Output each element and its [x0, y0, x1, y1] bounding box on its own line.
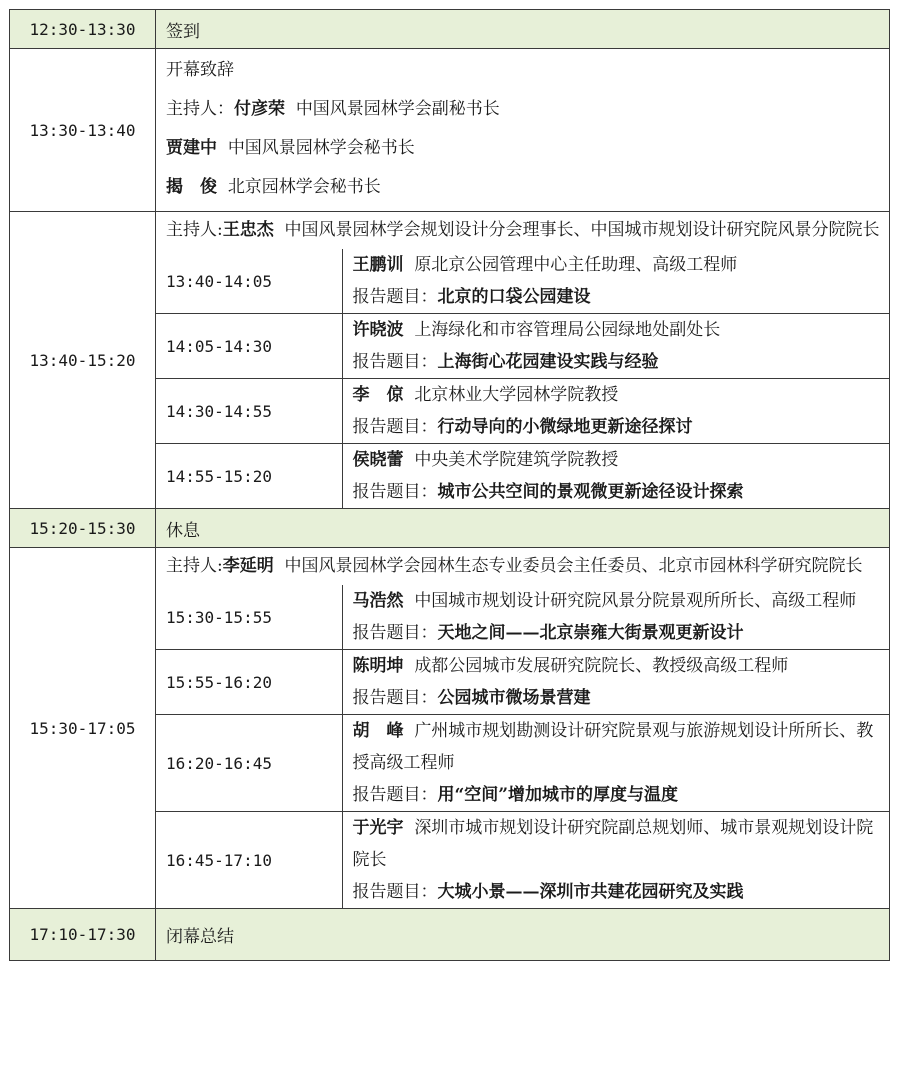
talk-row — [156, 379, 890, 444]
talk-row — [156, 585, 890, 650]
session1-host — [156, 212, 889, 249]
talk-desc — [342, 314, 890, 379]
talk-speaker-title: 北京林业大学园林学院教授 — [414, 385, 619, 405]
talk-desc — [342, 585, 890, 650]
talk-speaker-name: 王鹏训 — [352, 255, 404, 275]
talk-topic-text: 北京的口袋公园建设 — [437, 287, 591, 307]
talk-topic — [343, 682, 891, 714]
closing-time: 17:10-17:30 — [10, 909, 156, 961]
break-label: 休息 — [156, 509, 890, 548]
talk-topic-text: 大城小景——深圳市共建花园研究及实践 — [437, 882, 744, 902]
session1-host-title: 中国风景园林学会规划设计分会理事长、中国城市规划设计研究院风景分院院长 — [284, 220, 880, 240]
talk-time: 14:05-14:30 — [156, 314, 342, 379]
talk-desc — [342, 650, 890, 715]
talk-row — [156, 249, 890, 314]
talk-desc — [342, 715, 890, 812]
break-row — [10, 509, 890, 548]
session1-host-prefix: 主持人: — [166, 220, 223, 240]
talk-time: 15:55-16:20 — [156, 650, 342, 715]
talk-topic-prefix: 报告题目： — [352, 352, 438, 372]
talk-speaker-title: 中央美术学院建筑学院教授 — [414, 450, 619, 470]
talk-topic — [343, 617, 891, 649]
talk-time: 16:20-16:45 — [156, 715, 342, 812]
talk-speaker-name: 李 倞 — [352, 385, 404, 405]
talk-desc — [342, 249, 890, 314]
talk-topic-prefix: 报告题目： — [352, 882, 438, 902]
talk-topic-text: 天地之间——北京崇雍大街景观更新设计 — [437, 623, 744, 643]
opening-title: 开幕致辞 — [166, 60, 234, 80]
talk-speaker — [343, 650, 891, 682]
talk-speaker-title: 原北京公园管理中心主任助理、高级工程师 — [414, 255, 738, 275]
session2-time: 15:30-17:05 — [10, 548, 156, 909]
talk-speaker — [343, 812, 891, 876]
opening-host — [156, 90, 889, 129]
session2-host-title: 中国风景园林学会园林生态专业委员会主任委员、北京市园林科学研究院院长 — [284, 556, 863, 576]
opening-cell — [156, 49, 890, 212]
session2-host-prefix: 主持人: — [166, 556, 223, 576]
talk-time: 14:30-14:55 — [156, 379, 342, 444]
checkin-row — [10, 10, 890, 49]
talk-topic — [343, 411, 891, 443]
talk-topic — [343, 876, 891, 908]
talk-speaker — [343, 249, 891, 281]
talk-topic-prefix: 报告题目： — [352, 287, 438, 307]
talk-speaker — [343, 314, 891, 346]
talk-speaker-title: 广州城市规划勘测设计研究院景观与旅游规划设计所所长、教授高级工程师 — [352, 721, 874, 773]
talk-speaker-title: 上海绿化和市容管理局公园绿地处副处长 — [414, 320, 721, 340]
closing-label: 闭幕总结 — [156, 909, 890, 961]
opening-speaker — [156, 168, 889, 207]
talk-speaker-name: 侯晓蕾 — [352, 450, 404, 470]
talk-speaker-title: 深圳市城市规划设计研究院副总规划师、城市景观规划设计院院长 — [352, 818, 874, 870]
talk-topic-prefix: 报告题目： — [352, 785, 438, 805]
opening-host-name: 付彦荣 — [234, 99, 285, 119]
talk-row — [156, 314, 890, 379]
talk-topic-text: 用“空间”增加城市的厚度与温度 — [437, 785, 679, 805]
opening-speaker-title: 北京园林学会秘书长 — [227, 177, 381, 197]
talk-topic — [343, 476, 891, 508]
session2-cell — [156, 548, 890, 909]
talk-speaker — [343, 715, 891, 779]
opening-row — [10, 49, 890, 212]
session1-row — [10, 212, 890, 509]
talk-time: 13:40-14:05 — [156, 249, 342, 314]
talk-speaker-name: 胡 峰 — [352, 721, 404, 741]
talk-speaker-name: 马浩然 — [352, 591, 404, 611]
talk-topic-prefix: 报告题目： — [352, 688, 438, 708]
talk-speaker — [343, 379, 891, 411]
talk-time: 14:55-15:20 — [156, 444, 342, 509]
opening-time: 13:30-13:40 — [10, 49, 156, 212]
talk-desc — [342, 812, 890, 909]
talk-time: 15:30-15:55 — [156, 585, 342, 650]
talk-topic-text: 上海街心花园建设实践与经验 — [437, 352, 659, 372]
talk-row — [156, 444, 890, 509]
session1-time: 13:40-15:20 — [10, 212, 156, 509]
talk-speaker — [343, 444, 891, 476]
talk-topic — [343, 346, 891, 378]
talk-topic-prefix: 报告题目： — [352, 482, 438, 502]
talk-row — [156, 650, 890, 715]
opening-speaker-name: 贾建中 — [166, 138, 217, 158]
talk-topic-prefix: 报告题目： — [352, 417, 438, 437]
talk-speaker-name: 陈明坤 — [352, 656, 404, 676]
opening-speaker-name: 揭 俊 — [166, 177, 217, 197]
talk-speaker-name: 许晓波 — [352, 320, 404, 340]
session2-host-name: 李延明 — [222, 556, 274, 576]
opening-speaker-title: 中国风景园林学会秘书长 — [227, 138, 415, 158]
talk-speaker-name: 于光宇 — [352, 818, 404, 838]
talk-speaker-title: 中国城市规划设计研究院风景分院景观所所长、高级工程师 — [414, 591, 857, 611]
opening-host-prefix: 主持人： — [166, 99, 234, 119]
break-time: 15:20-15:30 — [10, 509, 156, 548]
session2-row — [10, 548, 890, 909]
closing-row — [10, 909, 890, 961]
talk-row — [156, 715, 890, 812]
talk-speaker-title: 成都公园城市发展研究院院长、教授级高级工程师 — [414, 656, 789, 676]
session1-cell — [156, 212, 890, 509]
checkin-label: 签到 — [156, 10, 890, 49]
talk-topic-text: 城市公共空间的景观微更新途径设计探索 — [437, 482, 744, 502]
opening-speaker — [156, 129, 889, 168]
agenda-table — [9, 9, 890, 961]
session1-talks — [156, 249, 890, 508]
session1-host-name: 王忠杰 — [222, 220, 274, 240]
talk-topic-text: 行动导向的小微绿地更新途径探讨 — [437, 417, 693, 437]
session2-host — [156, 548, 889, 585]
talk-topic-prefix: 报告题目： — [352, 623, 438, 643]
talk-topic-text: 公园城市微场景营建 — [437, 688, 591, 708]
talk-row — [156, 812, 890, 909]
talk-time: 16:45-17:10 — [156, 812, 342, 909]
talk-topic — [343, 281, 891, 313]
opening-host-title: 中国风景园林学会副秘书长 — [295, 99, 500, 119]
talk-desc — [342, 444, 890, 509]
talk-desc — [342, 379, 890, 444]
checkin-time: 12:30-13:30 — [10, 10, 156, 49]
session2-talks — [156, 585, 890, 908]
talk-topic — [343, 779, 891, 811]
talk-speaker — [343, 585, 891, 617]
